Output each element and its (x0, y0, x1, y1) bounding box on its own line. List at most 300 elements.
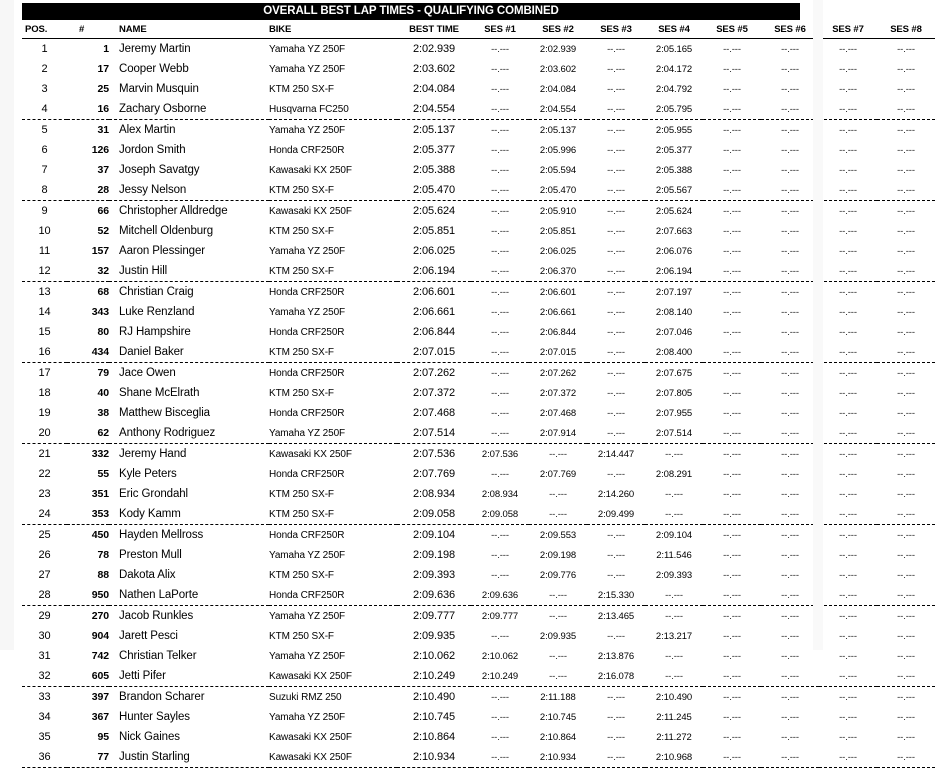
cell-name: Jeremy Martin (119, 43, 191, 55)
cell-ses-6: --.--- (781, 711, 799, 723)
cell-number: 28 (67, 180, 109, 201)
table-row[interactable] (22, 79, 935, 99)
cell-ses-1: --.--- (491, 306, 509, 318)
cell-ses-2: 2:07.262 (539, 367, 577, 379)
cell-ses-4: 2:07.663 (655, 225, 693, 237)
cell-ses-8: --.--- (877, 261, 935, 282)
cell-ses-5: --.--- (723, 691, 741, 703)
cell-ses-8: --.--- (897, 225, 915, 237)
cell-ses-7: --.--- (819, 261, 877, 282)
cell-number: 77 (67, 747, 109, 768)
table-row[interactable] (22, 585, 935, 606)
cell-ses-5: --.--- (723, 569, 741, 581)
cell-ses-6: --.--- (781, 610, 799, 622)
cell-best-time: 2:09.393 (412, 569, 456, 581)
cell-best-time: 2:09.777 (412, 610, 456, 622)
cell-ses-7: --.--- (819, 342, 877, 363)
cell-ses-3: --.--- (587, 423, 645, 444)
cell-best-time: 2:10.864 (412, 731, 456, 743)
cell-ses-5: --.--- (723, 367, 741, 379)
cell-ses-5: --.--- (723, 610, 741, 622)
cell-ses-3: --.--- (607, 83, 625, 95)
table-row[interactable] (22, 565, 935, 585)
table-row[interactable] (22, 646, 935, 666)
cell-ses-5: --.--- (703, 261, 761, 282)
cell-ses-1: --.--- (491, 326, 509, 338)
cell-ses-3: --.--- (607, 225, 625, 237)
cell-number: 16 (67, 99, 109, 120)
cell-number: 157 (91, 245, 109, 257)
column-header-bike[interactable]: BIKE (269, 20, 397, 39)
cell-name: Preston Mull (119, 549, 182, 561)
cell-ses-5: --.--- (723, 43, 741, 55)
cell-ses-8: --.--- (877, 99, 935, 120)
table-row[interactable] (22, 444, 935, 465)
cell-bike: Husqvarna FC250 (269, 99, 397, 120)
cell-ses-2: 2:05.851 (539, 225, 577, 237)
cell-best-time: 2:05.851 (412, 225, 456, 237)
cell-name: Brandon Scharer (119, 691, 205, 703)
cell-ses-2: 2:06.370 (529, 261, 587, 282)
cell-bike: KTM 250 SX-F (269, 342, 397, 363)
table-row[interactable] (22, 626, 935, 646)
cell-ses-2: 2:06.601 (539, 286, 577, 298)
cell-ses-2: 2:09.553 (539, 529, 577, 541)
cell-best-time: 2:09.636 (397, 585, 471, 606)
cell-ses-7: --.--- (839, 650, 857, 662)
cell-ses-6: --.--- (781, 245, 799, 257)
cell-ses-3: --.--- (607, 43, 625, 55)
cell-bike: KTM 250 SX-F (269, 569, 334, 581)
cell-ses-7: --.--- (839, 144, 857, 156)
cell-name: Justin Hill (109, 261, 269, 282)
cell-number: 126 (91, 144, 109, 156)
table-row[interactable] (22, 545, 935, 565)
cell-ses-7: --.--- (819, 504, 877, 525)
cell-ses-3: --.--- (607, 164, 625, 176)
cell-ses-3: 2:16.078 (587, 666, 645, 687)
cell-ses-2: --.--- (529, 666, 587, 687)
page-title: OVERALL BEST LAP TIMES - QUALIFYING COMBINED (22, 3, 800, 20)
table-row[interactable] (22, 504, 935, 525)
cell-ses-2: --.--- (549, 488, 567, 500)
cell-ses-1: --.--- (491, 225, 509, 237)
cell-best-time: 2:05.377 (412, 144, 456, 156)
table-row[interactable] (22, 423, 935, 444)
cell-ses-5: --.--- (723, 63, 741, 75)
cell-name: Cooper Webb (119, 63, 189, 75)
table-row[interactable] (22, 120, 935, 141)
cell-ses-5: --.--- (723, 164, 741, 176)
cell-ses-3: --.--- (607, 326, 625, 338)
cell-ses-6: --.--- (781, 448, 799, 460)
table-row[interactable] (22, 99, 935, 120)
cell-ses-7: --.--- (839, 630, 857, 642)
cell-ses-4: 2:05.165 (655, 43, 693, 55)
cell-ses-1: 2:08.934 (481, 488, 519, 500)
cell-ses-7: --.--- (839, 691, 857, 703)
cell-ses-7: --.--- (819, 747, 877, 768)
cell-ses-4: 2:05.795 (645, 99, 703, 120)
cell-ses-8: --.--- (897, 326, 915, 338)
table-row[interactable] (22, 59, 935, 79)
cell-ses-4: 2:10.490 (655, 691, 693, 703)
cell-ses-3: --.--- (607, 529, 625, 541)
cell-ses-5: --.--- (703, 504, 761, 525)
cell-ses-2: 2:07.914 (529, 423, 587, 444)
cell-best-time: 2:05.470 (397, 180, 471, 201)
cell-ses-5: --.--- (703, 666, 761, 687)
cell-ses-8: --.--- (897, 306, 915, 318)
cell-bike: Yamaha YZ 250F (269, 549, 346, 561)
column-header-ses-4[interactable]: SES #4 (645, 20, 703, 39)
table-row[interactable] (22, 282, 935, 303)
cell-ses-3: --.--- (607, 286, 625, 298)
cell-ses-2: 2:05.470 (529, 180, 587, 201)
cell-ses-6: --.--- (761, 342, 819, 363)
cell-ses-1: --.--- (491, 83, 509, 95)
table-row[interactable] (22, 160, 935, 180)
cell-name: Kody Kamm (109, 504, 269, 525)
cell-ses-5: --.--- (723, 83, 741, 95)
cell-ses-1: --.--- (491, 43, 509, 55)
cell-number: 66 (97, 205, 109, 217)
cell-pos: 26 (38, 549, 51, 561)
column-header-ses-7[interactable]: SES #7 (819, 20, 877, 39)
cell-ses-6: --.--- (781, 569, 799, 581)
cell-ses-5: --.--- (723, 326, 741, 338)
cell-ses-3: --.--- (607, 569, 625, 581)
cell-ses-4: 2:05.624 (655, 205, 693, 217)
cell-ses-2: 2:05.910 (539, 205, 577, 217)
cell-number: 367 (91, 711, 109, 723)
cell-ses-7: --.--- (839, 83, 857, 95)
cell-ses-2: 2:10.864 (539, 731, 577, 743)
table-row[interactable] (22, 606, 935, 627)
cell-ses-1: 2:07.536 (481, 448, 519, 460)
cell-ses-7: --.--- (839, 124, 857, 136)
cell-pos: 18 (38, 387, 51, 399)
cell-ses-1: --.--- (471, 261, 529, 282)
cell-bike: Yamaha YZ 250F (269, 650, 346, 662)
cell-pos: 27 (38, 569, 51, 581)
table-row[interactable] (22, 666, 935, 687)
cell-number: 52 (97, 225, 109, 237)
cell-number: 31 (97, 124, 109, 136)
cell-ses-2: 2:03.602 (539, 63, 577, 75)
column-header-pos[interactable]: POS. (22, 20, 67, 39)
cell-ses-6: --.--- (781, 83, 799, 95)
cell-number: 40 (97, 387, 109, 399)
cell-best-time: 2:09.104 (412, 529, 456, 541)
cell-ses-2: 2:05.137 (539, 124, 577, 136)
cell-ses-3: --.--- (607, 306, 625, 318)
table-row[interactable] (22, 484, 935, 504)
column-header-name[interactable]: NAME (109, 20, 269, 39)
table-row[interactable] (22, 322, 935, 342)
table-row[interactable] (22, 727, 935, 747)
cell-ses-2: --.--- (549, 448, 567, 460)
cell-ses-3: --.--- (607, 731, 625, 743)
column-header-best-time[interactable]: BEST TIME (397, 20, 471, 39)
cell-ses-2: 2:04.084 (539, 83, 577, 95)
table-row[interactable] (22, 342, 935, 363)
cell-pos: 31 (38, 650, 51, 662)
cell-bike: Yamaha YZ 250F (269, 610, 346, 622)
cell-name: Hunter Sayles (119, 711, 190, 723)
cell-ses-1: --.--- (491, 731, 509, 743)
cell-pos: 20 (22, 423, 67, 444)
cell-pos: 21 (38, 448, 51, 460)
cell-ses-7: --.--- (819, 99, 877, 120)
lap-times-table (22, 20, 935, 768)
cell-ses-5: --.--- (723, 549, 741, 561)
table-row[interactable] (22, 525, 935, 546)
table-row[interactable] (22, 687, 935, 708)
cell-name: Jordon Smith (119, 144, 186, 156)
cell-ses-3: --.--- (607, 245, 625, 257)
cell-ses-2: 2:05.594 (539, 164, 577, 176)
cell-ses-4: 2:05.377 (655, 144, 693, 156)
cell-ses-5: --.--- (723, 488, 741, 500)
cell-ses-4: 2:11.272 (656, 731, 692, 743)
cell-ses-1: --.--- (491, 387, 509, 399)
cell-best-time: 2:02.939 (412, 43, 456, 55)
cell-bike: KTM 250 SX-F (269, 261, 397, 282)
table-row[interactable] (22, 302, 935, 322)
cell-best-time: 2:07.536 (412, 448, 456, 460)
cell-bike: Yamaha YZ 250F (269, 306, 346, 318)
cell-ses-5: --.--- (723, 124, 741, 136)
cell-name: Hayden Mellross (119, 529, 204, 541)
cell-ses-5: --.--- (703, 585, 761, 606)
cell-ses-8: --.--- (897, 468, 915, 480)
column-header-ses-8[interactable]: SES #8 (877, 20, 935, 39)
cell-ses-8: --.--- (897, 610, 915, 622)
cell-ses-3: --.--- (607, 387, 625, 399)
table-row[interactable] (22, 403, 935, 423)
cell-bike: Yamaha YZ 250F (269, 63, 346, 75)
cell-ses-8: --.--- (897, 630, 915, 642)
cell-best-time: 2:08.934 (412, 488, 456, 500)
cell-name: Nathen LaPorte (109, 585, 269, 606)
cell-pos: 19 (38, 407, 51, 419)
cell-pos: 15 (38, 326, 51, 338)
cell-best-time: 2:10.745 (412, 711, 456, 723)
cell-best-time: 2:09.058 (397, 504, 471, 525)
table-row[interactable] (22, 180, 935, 201)
cell-ses-2: 2:02.939 (539, 43, 577, 55)
cell-ses-6: --.--- (781, 164, 799, 176)
cell-ses-7: --.--- (839, 367, 857, 379)
table-row[interactable] (22, 140, 935, 160)
cell-bike: Kawasaki KX 250F (269, 448, 352, 460)
table-row[interactable] (22, 383, 935, 403)
cell-pos: 35 (38, 731, 51, 743)
table-row[interactable] (22, 363, 935, 384)
cell-pos: 24 (22, 504, 67, 525)
cell-ses-8: --.--- (877, 747, 935, 768)
cell-ses-3: --.--- (607, 407, 625, 419)
cell-ses-4: 2:09.104 (655, 529, 693, 541)
table-row[interactable] (22, 747, 935, 768)
cell-ses-8: --.--- (877, 180, 935, 201)
column-header-ses-2[interactable]: SES #2 (529, 20, 587, 39)
cell-ses-1: --.--- (471, 423, 529, 444)
cell-ses-5: --.--- (723, 144, 741, 156)
cell-name: Aaron Plessinger (119, 245, 205, 257)
cell-ses-4: 2:08.291 (655, 468, 693, 480)
table-row[interactable] (22, 261, 935, 282)
cell-ses-1: 2:10.249 (471, 666, 529, 687)
cell-ses-2: 2:07.468 (539, 407, 577, 419)
table-row[interactable] (22, 201, 935, 222)
cell-bike: Yamaha YZ 250F (269, 43, 346, 55)
cell-ses-8: --.--- (897, 711, 915, 723)
cell-ses-6: --.--- (781, 225, 799, 237)
cell-best-time: 2:06.025 (412, 245, 456, 257)
column-header-ses-5[interactable]: SES #5 (703, 20, 761, 39)
cell-best-time: 2:04.554 (397, 99, 471, 120)
column-header-ses-1[interactable]: SES #1 (471, 20, 529, 39)
cell-best-time: 2:06.601 (412, 286, 456, 298)
cell-best-time: 2:03.602 (412, 63, 456, 75)
cell-ses-2: 2:11.188 (540, 691, 576, 703)
cell-ses-2: --.--- (529, 504, 587, 525)
cell-ses-8: --.--- (897, 83, 915, 95)
cell-ses-7: --.--- (839, 569, 857, 581)
cell-pos: 7 (41, 164, 48, 176)
cell-ses-5: --.--- (703, 180, 761, 201)
cell-ses-3: --.--- (587, 261, 645, 282)
cell-bike: Kawasaki KX 250F (269, 731, 352, 743)
cell-ses-8: --.--- (897, 549, 915, 561)
cell-ses-7: --.--- (839, 610, 857, 622)
cell-bike: Kawasaki KX 250F (269, 205, 352, 217)
cell-pos: 29 (38, 610, 51, 622)
cell-ses-1: --.--- (491, 245, 509, 257)
cell-number: 88 (97, 569, 109, 581)
cell-number: 434 (67, 342, 109, 363)
cell-best-time: 2:09.935 (412, 630, 456, 642)
table-row[interactable] (22, 464, 935, 484)
cell-ses-6: --.--- (781, 286, 799, 298)
cell-pos: 23 (38, 488, 51, 500)
cell-ses-3: --.--- (607, 630, 625, 642)
cell-ses-6: --.--- (781, 124, 799, 136)
cell-pos: 32 (22, 666, 67, 687)
cell-ses-4: 2:11.245 (656, 711, 692, 723)
cell-ses-4: 2:10.968 (645, 747, 703, 768)
cell-name: Daniel Baker (109, 342, 269, 363)
cell-best-time: 2:07.468 (412, 407, 456, 419)
cell-pos: 11 (38, 245, 51, 257)
cell-ses-3: 2:13.876 (597, 650, 635, 662)
cell-best-time: 2:10.490 (412, 691, 456, 703)
table-row[interactable] (22, 241, 935, 261)
cell-pos: 13 (38, 286, 51, 298)
cell-ses-4: 2:08.140 (655, 306, 693, 318)
table-row[interactable] (22, 707, 935, 727)
cell-ses-7: --.--- (839, 164, 857, 176)
cell-ses-1: 2:09.777 (481, 610, 519, 622)
cell-bike: Honda CRF250R (269, 529, 345, 541)
cell-ses-6: --.--- (781, 387, 799, 399)
column-header-ses-6[interactable]: SES #6 (761, 20, 819, 39)
cell-name: Jarett Pesci (119, 630, 178, 642)
cell-ses-8: --.--- (897, 569, 915, 581)
cell-best-time: 2:06.194 (397, 261, 471, 282)
cell-number: 605 (67, 666, 109, 687)
cell-ses-6: --.--- (781, 691, 799, 703)
table-row[interactable] (22, 221, 935, 241)
column-header-number[interactable]: # (67, 20, 109, 39)
cell-number: 343 (91, 306, 109, 318)
cell-ses-4: --.--- (665, 610, 683, 622)
cell-ses-7: --.--- (819, 180, 877, 201)
cell-bike: KTM 250 SX-F (269, 504, 397, 525)
cell-pos: 1 (41, 43, 48, 55)
cell-ses-5: --.--- (723, 387, 741, 399)
cell-best-time: 2:10.062 (412, 650, 456, 662)
cell-pos: 3 (41, 83, 48, 95)
cell-ses-6: --.--- (781, 468, 799, 480)
cell-ses-4: 2:07.805 (655, 387, 693, 399)
cell-best-time: 2:07.769 (412, 468, 456, 480)
cell-ses-7: --.--- (839, 387, 857, 399)
cell-ses-6: --.--- (781, 731, 799, 743)
cell-pos: 28 (22, 585, 67, 606)
cell-ses-8: --.--- (897, 245, 915, 257)
cell-name: Dakota Alix (119, 569, 176, 581)
cell-ses-1: --.--- (491, 711, 509, 723)
table-row[interactable] (22, 39, 935, 60)
cell-name: Jacob Runkles (119, 610, 194, 622)
cell-name: Jetti Pifer (109, 666, 269, 687)
cell-ses-3: --.--- (607, 468, 625, 480)
cell-ses-2: --.--- (529, 585, 587, 606)
cell-ses-2: 2:09.198 (539, 549, 577, 561)
cell-ses-5: --.--- (723, 529, 741, 541)
cell-pos: 14 (38, 306, 51, 318)
cell-ses-6: --.--- (761, 585, 819, 606)
cell-ses-6: --.--- (781, 529, 799, 541)
cell-ses-6: --.--- (781, 205, 799, 217)
cell-ses-8: --.--- (897, 731, 915, 743)
cell-ses-1: --.--- (491, 164, 509, 176)
cell-ses-6: --.--- (781, 144, 799, 156)
cell-number: 450 (91, 529, 109, 541)
cell-ses-5: --.--- (723, 306, 741, 318)
cell-ses-7: --.--- (839, 448, 857, 460)
cell-ses-2: 2:07.372 (539, 387, 577, 399)
cell-ses-8: --.--- (897, 488, 915, 500)
cell-ses-4: 2:06.076 (655, 245, 693, 257)
cell-ses-1: --.--- (491, 569, 509, 581)
cell-ses-8: --.--- (877, 423, 935, 444)
cell-ses-8: --.--- (897, 124, 915, 136)
cell-ses-1: --.--- (491, 549, 509, 561)
cell-ses-6: --.--- (781, 326, 799, 338)
cell-number: 17 (97, 63, 109, 75)
cell-bike: Kawasaki KX 250F (269, 164, 352, 176)
cell-ses-1: 2:10.062 (481, 650, 519, 662)
column-header-ses-3[interactable]: SES #3 (587, 20, 645, 39)
cell-bike: Kawasaki KX 250F (269, 666, 397, 687)
cell-ses-8: --.--- (897, 650, 915, 662)
cell-pos: 16 (22, 342, 67, 363)
cell-number: 353 (67, 504, 109, 525)
